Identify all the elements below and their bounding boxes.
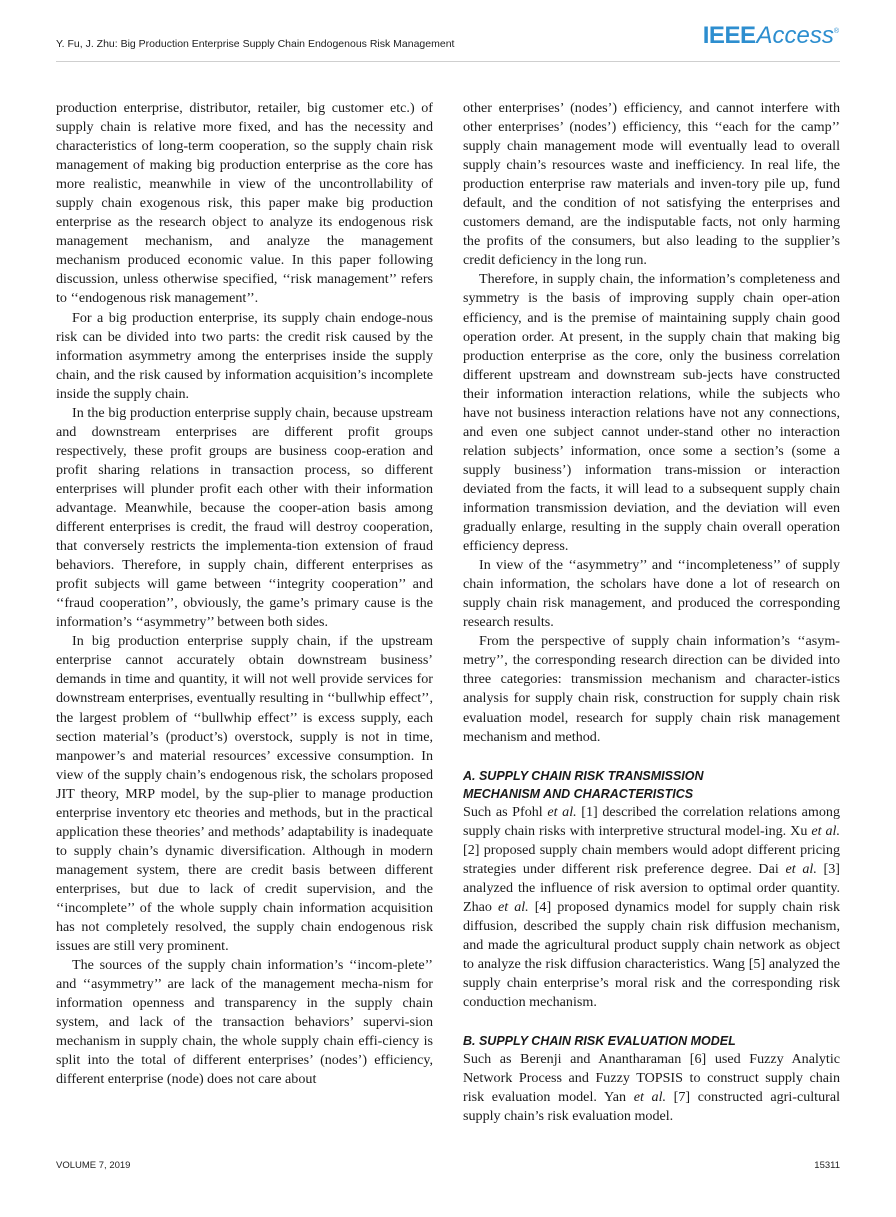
logo-trademark: ®: [833, 28, 839, 35]
a-text-2: [1] described the correlation relations among supply chain risks with interpretive structural model-ing. Xu: [463, 803, 840, 839]
right-paragraph-2: Therefore, in supply chain, the information’s completeness and symmetry is the basis of improving supply chain oper-ation efficiency, and is the premise of maintaining supply chain good operation order. At present, in the supply chain that making big production enterprise as the core, only the business correlation different upstream and downstream sub-jects have constructed their information interaction relations, while the subjects who have not business interaction relations have not any connections, and even one subject cannot under-stand other no interaction relation subjects’ information, once some a section’s (some a supply business’) information trans-mission or interaction deviated from the facts, it will lead to a subsequent supply chain information transmission deviation, and the deviation will even gradually enlarge, resulting in the supply chain overall operation efficiency depress.: [463, 271, 840, 555]
left-column: [56, 99, 433, 1089]
left-paragraph-5: The sources of the supply chain information’s ‘‘incom-plete’’ and ‘‘asymmetry’’ are lack of the management mecha-nism for information openness and transparency in the supply chain system, and lack of the transaction behaviors’ supervi-sion mechanism in supply chain, the whole supply chain effi-ciency is split into the total of different enterprises’ (nodes’) efficiency, different enterprise (node) does not care about: [56, 957, 433, 1088]
a-etal-4: et al.: [498, 898, 529, 915]
logo-ieee-text: IEEE: [702, 22, 756, 49]
right-paragraph-4: From the perspective of supply chain information’s ‘‘asym-metry’’, the corresponding research direction can be divided into three categories: transmission mechanism and character-istics analysis for supply chain risk, construction for supply chain risk evaluation model, research for supply chain risk management mechanism and method.: [463, 633, 840, 745]
left-paragraph-4: In big production enterprise supply chain, if the upstream enterprise cannot accurately obtain downstream business’ demands in time and quantity, it will not well provide services for downstream enterprises, eventually resulting in ‘‘bullwhip effect’’, the largest problem of ‘‘bullwhip effect’’ is excess supply, each section material’s (product’s) overstock, supply is not in time, manpower’s and material resources’ excessive consumption. In view of the supply chain’s endogenous risk, the scholars proposed JIT theory, MRP model, by the sup-plier to manage production enterprise inventory etc theories and methods, but in the practical application these theories’ and methods’ adaptability is inadequate to supply chain’s dynamic diversification. Although in modern management system, there are credit basis between different enterprises, but due to lack of credit supervision, and the ‘‘incomplete’’ of the whole supply chain information acquisition has not completely resolved, the supply chain endogenous risk issues are still very prominent.: [56, 633, 433, 955]
running-header: Y. Fu, J. Zhu: Big Production Enterprise Supply Chain Endogenous Risk Management: [56, 38, 455, 50]
left-paragraph-1: production enterprise, distributor, retailer, big customer etc.) of supply chain is relative more fixed, and has the necessity and characteristics of long-term cooperation, so the supply chain risk management of making big production enterprise as the core has more realistic, meanwhile in view of the uncontrollability of supply chain exogenous risk, this paper make big production enterprise as the research object to analyze its endogenous risk management mechanism, and analyze the management mechanism produced economic value. In this paper following discussion, unless otherwise specified, ‘‘risk management’’ refers to ‘‘endogenous risk management’’.: [56, 100, 433, 307]
footer-volume: VOLUME 7, 2019: [56, 1160, 131, 1171]
left-paragraph-2: For a big production enterprise, its supply chain endoge-nous risk can be divided into two parts: the credit risk caused by the information asymmetry among the enterprises inside the supply chain, and the risk caused by information acquisition’s incomplete inside the supply chain.: [56, 309, 433, 402]
b-text-1: Such as Berenji and Anantharaman [6] used Fuzzy Analytic Network Process and Fuzzy TOPSIS to construct supply chain risk evaluation model. Yan: [463, 1051, 840, 1106]
section-heading-b: B. SUPPLY CHAIN RISK EVALUATION MODEL: [463, 1034, 736, 1049]
b-etal-1: et al.: [633, 1089, 667, 1106]
right-paragraph-3: In view of the ‘‘asymmetry’’ and ‘‘incompleteness’’ of supply chain information, the scholars have done a lot of research on supply chain risk management, and produced the corresponding research results.: [463, 557, 840, 631]
logo-access-text: Access: [756, 22, 834, 49]
a-etal-2: et al.: [811, 822, 840, 839]
footer-page-number: 15311: [814, 1160, 840, 1171]
a-text-1: Such as Pfohl: [463, 803, 548, 820]
section-a-paragraph: [463, 803, 840, 1013]
section-heading-a-line1: A. SUPPLY CHAIN RISK TRANSMISSION: [463, 768, 704, 783]
right-column: [463, 99, 840, 1126]
ieee-access-logo: [703, 22, 839, 50]
b-text-2: [7] constructed agri-cultural supply chain’s risk evaluation model.: [463, 1089, 841, 1125]
section-heading-a: [463, 767, 840, 803]
a-etal-1: et al.: [547, 803, 577, 820]
section-heading-a-line2: MECHANISM AND CHARACTERISTICS: [463, 786, 694, 801]
a-text-5: [4] proposed dynamics model for supply chain risk diffusion, described the supply chain risk diffusion mechanism, and made the agricultural product supply chain network as object to analyze the risk diffusion characteristics. Wang [5] analyzed the supply chain enterprise’s moral risk and the corresponding risk conduction mechanism.: [463, 898, 841, 1011]
right-paragraph-1: other enterprises’ (nodes’) efficiency, and cannot interfere with other enterprises’ (nodes’) efficiency, this ‘‘each for the camp’’ supply chain management mode will eventually lead to overall supply chain’s resources waste and inefficiency. In real life, the production enterprise raw materials and inven-tory pile up, fund default, and the condition of not satisfying the enterprises and customers demand, are the indisputable facts, not only harming the profits of the consumers, but also leading to the supplier’s credit deficiency in the long run.: [463, 100, 840, 269]
a-text-3: [2] proposed supply chain members would adopt different pricing strategies under different risk preference degree. Dai: [463, 841, 840, 877]
section-b-paragraph: [463, 1050, 840, 1126]
header-rule: [56, 61, 840, 62]
left-paragraph-3: In the big production enterprise supply chain, because upstream and downstream enterprises are different profit groups respectively, these profit groups are business coop-eration and profit sharing relations in transaction process, so different enterprises will plunder profit each other with their information advantage. Meanwhile, because the cooper-ation basis among different enterprises is credit, the fraud will destroy cooperation, that conversely restricts the implementa-tion extension of fraud behaviors. Therefore, in supply chain, different enterprises as profit subjects will game between ‘‘integrity cooperation’’ and ‘‘fraud cooperation’’, obviously, the game’s primary cause is the information’s ‘‘asymmetry’’ between both sides.: [56, 404, 433, 631]
a-etal-3: et al.: [785, 860, 817, 877]
a-text-4: [3] analyzed the influence of risk aversion to optimal order quantity. Zhao: [463, 860, 840, 915]
